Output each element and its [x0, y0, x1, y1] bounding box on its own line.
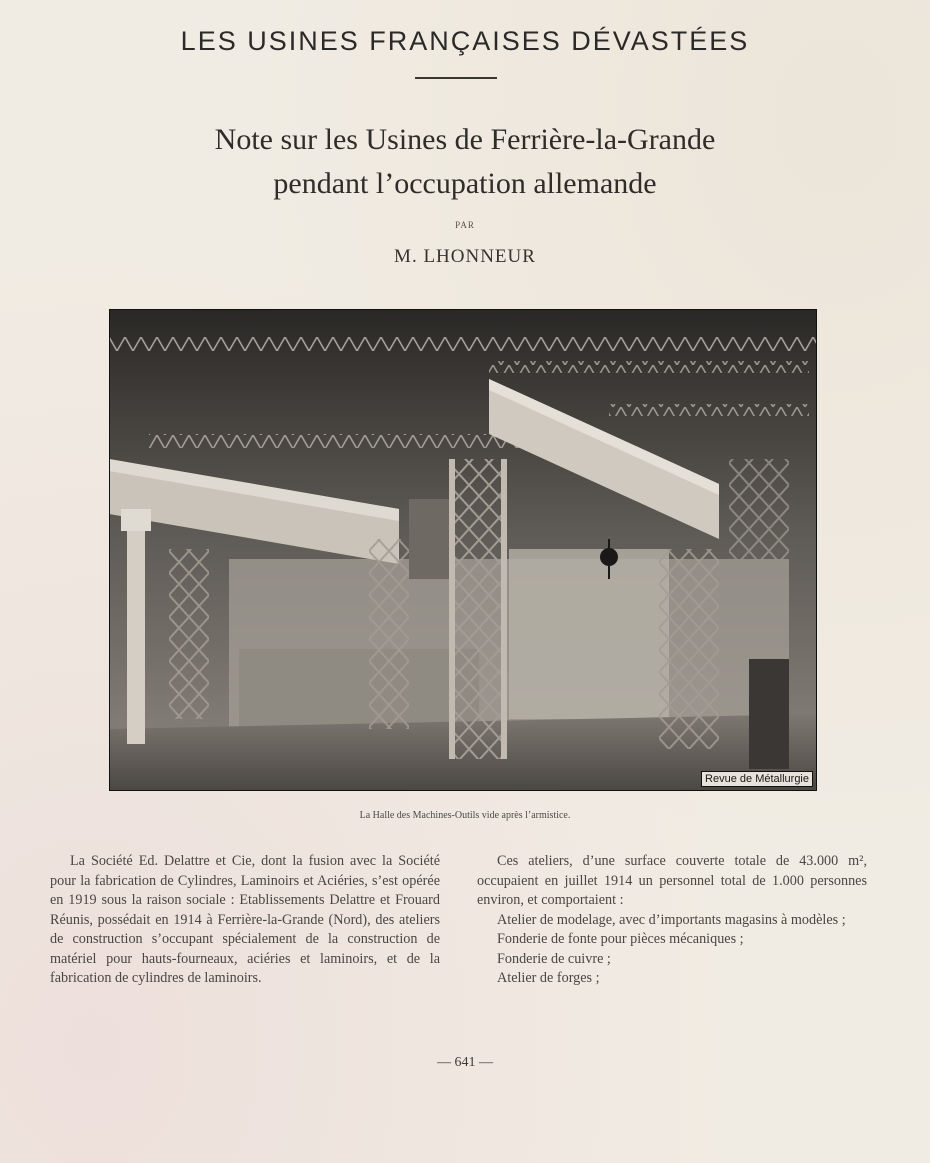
author-name: M. LHONNEUR — [394, 246, 536, 267]
left-column — [50, 852, 440, 989]
paragraph-left: La Société Ed. Delattre et Cie, dont la fusion avec la Société pour la fabrication de Cylindres, Laminoirs et Aciéries, s’est opérée en 1919 sous la raison sociale : Etablissements Delattre et Frouard Réunis, possédait en 1914 à Ferrière-la-Grande (Nord), des ateliers de construction s’occupant spécialement de la construction de matériel pour hauts-fourneaux, aciéries et laminoirs, et de la fabrication de cylindres de laminoirs. — [50, 853, 440, 986]
running-header: LES USINES FRANÇAISES DÉVASTÉES — [180, 26, 750, 56]
list-item-fonderie-fonte: Fonderie de fonte pour pièces mécaniques ; — [497, 931, 744, 947]
right-column — [477, 852, 867, 989]
header-rule — [415, 77, 497, 79]
figure-caption: La Halle des Machines-Outils vide après l’armistice. — [359, 810, 571, 821]
article-title-line-1: Note sur les Usines de Ferrière-la-Grande — [214, 123, 716, 156]
paragraph-right-1: Ces ateliers, d’une surface couverte totale de 43.000 m², occupaient en juillet 1914 un personnel total de 1.000 personnes environ, et comportaient : — [477, 853, 867, 908]
factory-hall-photo — [109, 309, 817, 791]
list-item-modelage: Atelier de modelage, avec d’importants magasins à modèles ; — [497, 911, 846, 928]
list-item-fonderie-cuivre: Fonderie de cuivre ; — [497, 950, 611, 967]
article-title — [0, 118, 930, 206]
photo-credit-label: Revue de Métallurgie — [701, 771, 813, 787]
article-title-line-2: pendant l’occupation allemande — [273, 167, 657, 200]
list-item-forges: Atelier de forges ; — [497, 970, 600, 986]
page-number: — 641 — — [437, 1055, 493, 1070]
byline-par: PAR — [455, 220, 475, 230]
factory-hall-illustration — [109, 309, 817, 791]
